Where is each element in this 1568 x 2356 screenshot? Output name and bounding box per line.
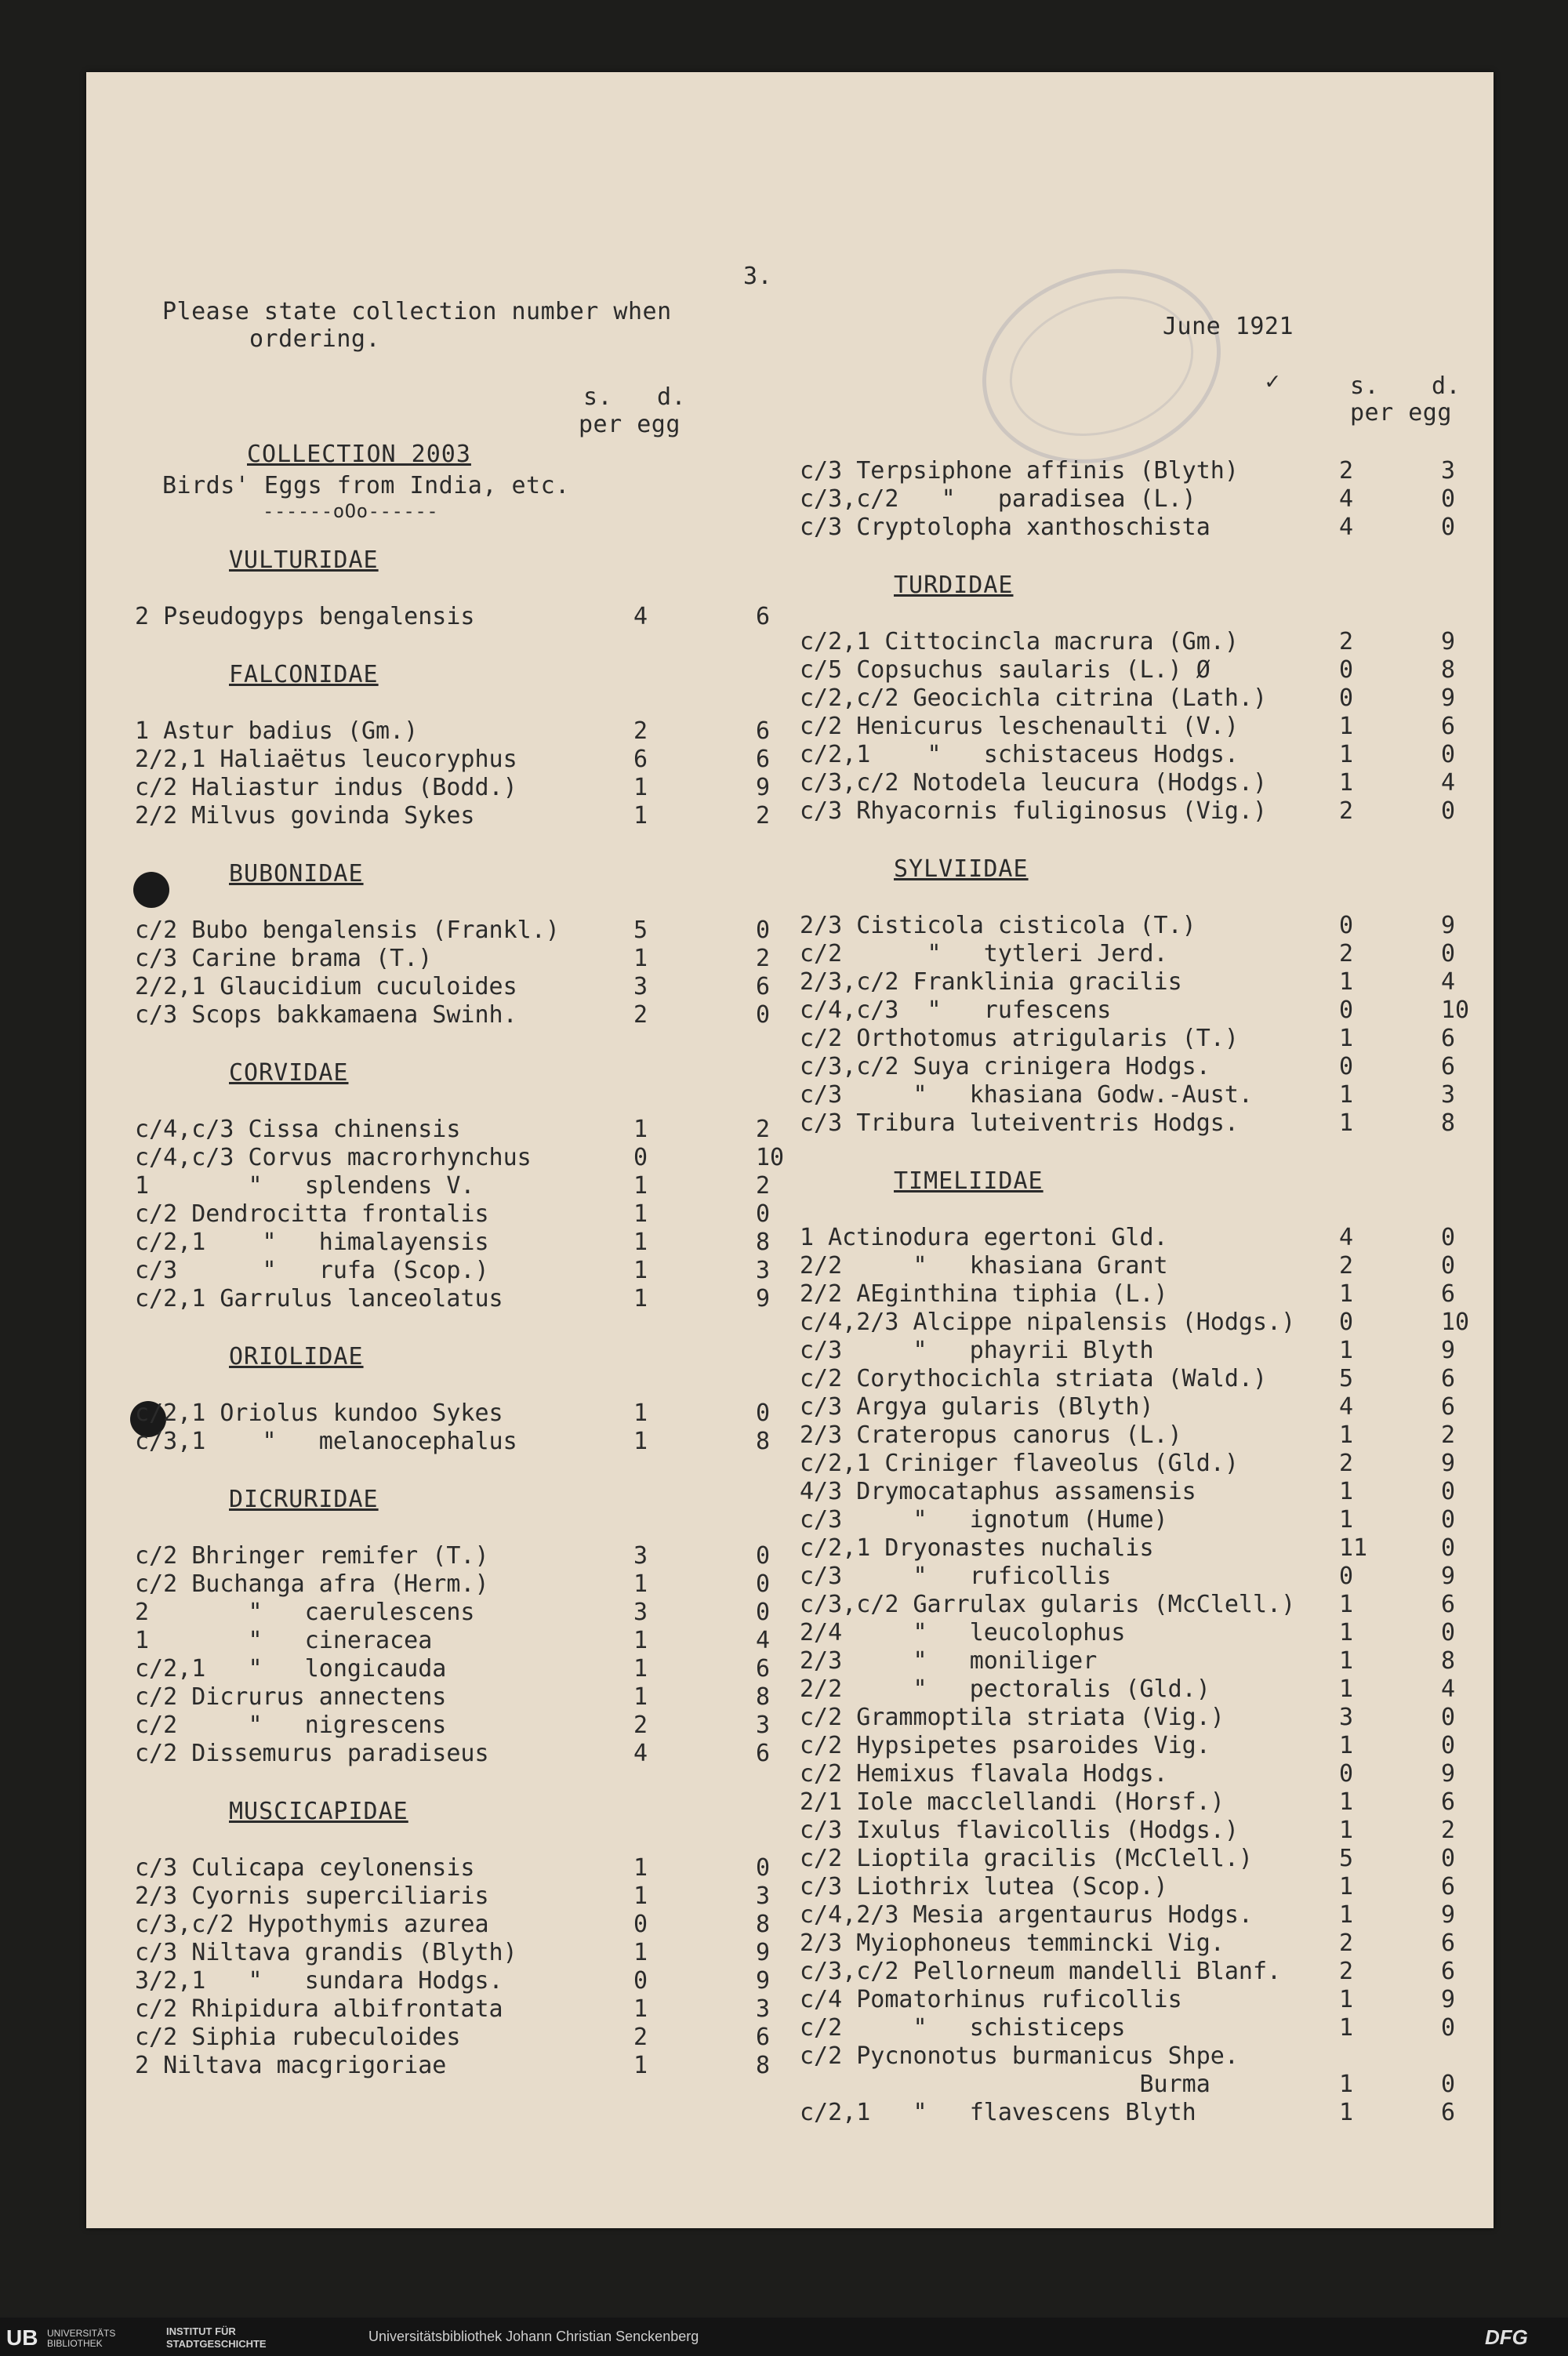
- species-name: c/4,2/3 Mesia argentaurus Hodgs.: [800, 1901, 1253, 1929]
- punch-hole: [133, 872, 169, 908]
- species-name: c/3,1 " melanocephalus: [135, 1428, 517, 1455]
- price-shillings: 1: [1339, 1591, 1354, 1618]
- price-pence: 0: [1441, 1252, 1456, 1280]
- species-name: c/2 Hypsipetes psaroides Vig.: [800, 1732, 1210, 1759]
- species-name: 1 " cineracea: [135, 1627, 433, 1654]
- price-pence: 6: [1441, 1591, 1456, 1618]
- species-name: c/3 Tribura luteiventris Hodgs.: [800, 1109, 1239, 1137]
- price-shillings: 1: [1339, 1506, 1354, 1534]
- species-name: c/3 Niltava grandis (Blyth): [135, 1939, 517, 1966]
- species-name: c/2 " tytleri Jerd.: [800, 940, 1168, 967]
- species-name: 2/1 Iole macclellandi (Horsf.): [800, 1788, 1225, 1816]
- price-shillings: 0: [633, 1144, 648, 1171]
- price-shillings: 1: [633, 1116, 648, 1143]
- catalogue-date: June 1921: [1163, 313, 1294, 340]
- price-shillings: 1: [633, 1570, 648, 1598]
- price-pence: 6: [1441, 2099, 1456, 2126]
- price-pence: 3: [756, 1257, 771, 1284]
- left-price-header-per-egg: per egg: [579, 411, 681, 438]
- price-pence: 6: [1441, 1929, 1456, 1957]
- footer-bar: [0, 2318, 1568, 2356]
- price-shillings: 2: [1339, 1958, 1354, 1985]
- species-name: c/2 Lioptila gracilis (McClell.): [800, 1845, 1253, 1872]
- species-name: c/3 " phayrii Blyth: [800, 1337, 1154, 1364]
- price-shillings: 1: [1339, 1619, 1354, 1646]
- price-pence: 0: [1441, 1619, 1456, 1646]
- section-heading: DICRURIDAE: [229, 1486, 379, 1513]
- species-name: c/3,c/2 Hypothymis azurea: [135, 1911, 489, 1938]
- price-pence: 2: [1441, 1817, 1456, 1844]
- price-shillings: 1: [1339, 1817, 1354, 1844]
- section-heading: TIMELIIDAE: [894, 1167, 1044, 1195]
- section-heading: TURDIDAE: [894, 572, 1014, 599]
- price-shillings: 2: [633, 2024, 648, 2051]
- species-name: 1 Actinodura egertoni Gld.: [800, 1224, 1168, 1251]
- price-shillings: 0: [1339, 1563, 1354, 1590]
- price-pence: 3: [1441, 457, 1456, 485]
- section-heading: VULTURIDAE: [229, 546, 379, 574]
- price-shillings: 1: [1339, 741, 1354, 768]
- species-name: 2/2 " khasiana Grant: [800, 1252, 1168, 1280]
- species-name: 2/3 Cisticola cisticola (T.): [800, 912, 1196, 939]
- section-heading: MUSCICAPIDAE: [229, 1798, 408, 1825]
- price-pence: 9: [756, 1285, 771, 1312]
- price-pence: 8: [756, 1911, 771, 1938]
- species-name: c/2,1 " himalayensis: [135, 1229, 489, 1256]
- species-name: c/3 " khasiana Godw.-Aust.: [800, 1081, 1253, 1109]
- left-price-header-s: s.: [583, 383, 613, 411]
- price-pence: 9: [1441, 1760, 1456, 1788]
- price-shillings: 1: [633, 1882, 648, 1910]
- species-name: c/2 Dicrurus annectens: [135, 1683, 447, 1711]
- price-pence: 9: [756, 1939, 771, 1966]
- price-shillings: 2: [633, 1001, 648, 1029]
- price-shillings: 4: [1339, 514, 1354, 541]
- price-pence: 8: [1441, 1647, 1456, 1675]
- price-pence: 0: [756, 917, 771, 944]
- species-name: c/2 Rhipidura albifrontata: [135, 1995, 503, 2023]
- price-pence: 9: [1441, 628, 1456, 655]
- price-shillings: 0: [633, 1911, 648, 1938]
- species-name: c/2 Siphia rubeculoides: [135, 2024, 461, 2051]
- price-pence: 9: [1441, 1563, 1456, 1590]
- price-shillings: 2: [1339, 940, 1354, 967]
- price-pence: 0: [1441, 514, 1456, 541]
- price-pence: 6: [1441, 1280, 1456, 1308]
- price-pence: 6: [1441, 1788, 1456, 1816]
- price-pence: 6: [756, 1655, 771, 1683]
- species-name: c/3,c/2 Notodela leucura (Hodgs.): [800, 769, 1268, 797]
- species-name: c/3 Culicapa ceylonensis: [135, 1854, 475, 1882]
- faded-stamp: [957, 239, 1247, 493]
- price-pence: 3: [756, 1995, 771, 2023]
- price-shillings: 5: [633, 917, 648, 944]
- species-name: c/2 Dissemurus paradiseus: [135, 1740, 489, 1767]
- price-shillings: 4: [1339, 1393, 1354, 1421]
- species-name: c/2 Haliastur indus (Bodd.): [135, 774, 517, 801]
- price-pence: 0: [1441, 1506, 1456, 1534]
- price-pence: 2: [756, 1116, 771, 1143]
- species-name: 2 Niltava macgrigoriae: [135, 2052, 447, 2079]
- species-name: c/3 Ixulus flavicollis (Hodgs.): [800, 1817, 1239, 1844]
- species-name: c/3 Terpsiphone affinis (Blyth): [800, 457, 1239, 485]
- price-shillings: 1: [1339, 2071, 1354, 2098]
- price-pence: 9: [756, 1967, 771, 1995]
- species-name: 2/2 " pectoralis (Gld.): [800, 1675, 1210, 1703]
- species-name: 2/2,1 Haliaëtus leucoryphus: [135, 746, 517, 773]
- collection-subtitle: Birds' Eggs from India, etc.: [162, 472, 570, 499]
- price-pence: 6: [1441, 1053, 1456, 1080]
- right-price-header-d: d.: [1432, 372, 1461, 400]
- price-shillings: 2: [1339, 457, 1354, 485]
- price-pence: 0: [1441, 1534, 1456, 1562]
- price-pence: 8: [756, 1428, 771, 1455]
- price-shillings: 1: [1339, 2014, 1354, 2042]
- species-name: c/2,1 Oriolus kundoo Sykes: [135, 1399, 503, 1427]
- price-shillings: 4: [1339, 1224, 1354, 1251]
- price-shillings: 3: [633, 1542, 648, 1570]
- price-shillings: 0: [1339, 1309, 1354, 1336]
- price-pence: 6: [756, 603, 771, 630]
- species-name: c/3 Carine brama (T.): [135, 945, 433, 972]
- check-mark: ✓: [1265, 368, 1280, 395]
- species-name: c/3 Rhyacornis fuliginosus (Vig.): [800, 797, 1268, 825]
- price-pence: 6: [756, 717, 771, 745]
- price-pence: 8: [1441, 1109, 1456, 1137]
- species-name: c/2,1 Cittocincla macrura (Gm.): [800, 628, 1239, 655]
- species-name: c/2 Hemixus flavala Hodgs.: [800, 1760, 1168, 1788]
- price-pence: 0: [1441, 797, 1456, 825]
- price-shillings: 1: [1339, 1675, 1354, 1703]
- price-shillings: 0: [1339, 1053, 1354, 1080]
- species-name: 2/3 Myiophoneus temmincki Vig.: [800, 1929, 1225, 1957]
- price-pence: 2: [756, 1172, 771, 1200]
- price-pence: 0: [1441, 485, 1456, 513]
- species-name: c/4,c/3 " rufescens: [800, 996, 1112, 1024]
- price-shillings: 1: [633, 1428, 648, 1455]
- price-shillings: 1: [633, 802, 648, 830]
- price-shillings: 1: [1339, 1647, 1354, 1675]
- price-shillings: 2: [1339, 1450, 1354, 1477]
- ub-logo: UB: [6, 2325, 38, 2350]
- species-name: c/2,1 " flavescens Blyth: [800, 2099, 1196, 2126]
- price-pence: 9: [1441, 1450, 1456, 1477]
- price-pence: 9: [1441, 1901, 1456, 1929]
- price-shillings: 1: [633, 945, 648, 972]
- price-pence: 0: [756, 1854, 771, 1882]
- price-shillings: 1: [1339, 713, 1354, 740]
- species-name: c/3,c/2 Garrulax gularis (McClell.): [800, 1591, 1296, 1618]
- price-pence: 10: [756, 1144, 785, 1171]
- species-name: c/4,c/3 Corvus macrorhynchus: [135, 1144, 532, 1171]
- price-shillings: 1: [633, 1854, 648, 1882]
- price-shillings: 1: [1339, 968, 1354, 996]
- price-shillings: 1: [1339, 1478, 1354, 1505]
- right-price-header-s: s.: [1350, 372, 1380, 400]
- price-shillings: 1: [1339, 1732, 1354, 1759]
- section-heading: SYLVIIDAE: [894, 855, 1029, 883]
- species-name: c/3,c/2 " paradisea (L.): [800, 485, 1196, 513]
- price-pence: 0: [1441, 741, 1456, 768]
- species-name: c/3 Cryptolopha xanthoschista: [800, 514, 1210, 541]
- right-price-header-per-egg: per egg: [1350, 399, 1452, 427]
- price-pence: 9: [1441, 1986, 1456, 2013]
- species-name: c/3 " ruficollis: [800, 1563, 1112, 1590]
- species-name: c/2 Bubo bengalensis (Frankl.): [135, 917, 560, 944]
- species-name: c/2 Corythocichla striata (Wald.): [800, 1365, 1268, 1392]
- price-shillings: 1: [633, 1172, 648, 1200]
- price-pence: 6: [756, 973, 771, 1000]
- price-shillings: 1: [1339, 1081, 1354, 1109]
- price-pence: 2: [756, 802, 771, 830]
- price-shillings: 1: [1339, 1025, 1354, 1052]
- dfg-logo: DFG: [1485, 2325, 1528, 2349]
- species-name: 3/2,1 " sundara Hodgs.: [135, 1967, 503, 1995]
- species-name: c/3,c/2 Suya crinigera Hodgs.: [800, 1053, 1210, 1080]
- species-name: 2/3,c/2 Franklinia gracilis: [800, 968, 1182, 996]
- price-shillings: 1: [633, 1285, 648, 1312]
- price-pence: 0: [756, 1001, 771, 1029]
- species-name: 2 " caerulescens: [135, 1599, 475, 1626]
- price-shillings: 1: [633, 1939, 648, 1966]
- price-pence: 6: [1441, 1025, 1456, 1052]
- species-name: 2/3 " moniliger: [800, 1647, 1098, 1675]
- species-name: c/2 " schisticeps: [800, 2014, 1126, 2042]
- price-pence: 0: [1441, 1704, 1456, 1731]
- price-pence: 6: [756, 2024, 771, 2051]
- species-name: c/4 Pomatorhinus ruficollis: [800, 1986, 1182, 2013]
- price-pence: 9: [756, 774, 771, 801]
- price-pence: 6: [756, 746, 771, 773]
- price-shillings: 1: [633, 774, 648, 801]
- price-pence: 4: [1441, 1675, 1456, 1703]
- species-name: c/2,1 " schistaceus Hodgs.: [800, 741, 1239, 768]
- species-name: c/3 " ignotum (Hume): [800, 1506, 1168, 1534]
- price-pence: 8: [756, 1683, 771, 1711]
- species-name: 2/2 Milvus govinda Sykes: [135, 802, 475, 830]
- price-pence: 6: [1441, 1393, 1456, 1421]
- price-pence: 9: [1441, 1337, 1456, 1364]
- price-shillings: 3: [633, 1599, 648, 1626]
- price-pence: 3: [756, 1882, 771, 1910]
- price-pence: 0: [756, 1200, 771, 1228]
- species-name: 2 Pseudogyps bengalensis: [135, 603, 475, 630]
- price-shillings: 6: [633, 746, 648, 773]
- price-shillings: 3: [1339, 1704, 1354, 1731]
- price-shillings: 1: [1339, 1986, 1354, 2013]
- species-name: c/4,c/3 Cissa chinensis: [135, 1116, 461, 1143]
- price-shillings: 2: [633, 1712, 648, 1739]
- species-name: c/5 Copsuchus saularis (L.) Ø: [800, 656, 1210, 684]
- price-pence: 0: [1441, 940, 1456, 967]
- species-name: 4/3 Drymocataphus assamensis: [800, 1478, 1196, 1505]
- price-shillings: 1: [633, 2052, 648, 2079]
- species-name: c/2,1 Criniger flaveolus (Gld.): [800, 1450, 1239, 1477]
- price-shillings: 1: [633, 1200, 648, 1228]
- collection-ornament: ------oOo------: [263, 500, 439, 522]
- price-pence: 0: [756, 1599, 771, 1626]
- section-heading: ORIOLIDAE: [229, 1343, 364, 1370]
- price-shillings: 1: [633, 1229, 648, 1256]
- price-pence: 0: [1441, 2071, 1456, 2098]
- price-pence: 9: [1441, 912, 1456, 939]
- price-shillings: 1: [1339, 1421, 1354, 1449]
- species-name: c/2 " nigrescens: [135, 1712, 447, 1739]
- species-name: 2/3 Crateropus canorus (L.): [800, 1421, 1182, 1449]
- page-number: 3.: [743, 263, 773, 290]
- price-pence: 9: [1441, 684, 1456, 712]
- species-name: 1 " splendens V.: [135, 1172, 475, 1200]
- species-name: 2/3 Cyornis superciliaris: [135, 1882, 489, 1910]
- price-pence: 0: [756, 1570, 771, 1598]
- price-shillings: 0: [1339, 656, 1354, 684]
- price-pence: 0: [1441, 1732, 1456, 1759]
- species-name: 2/2,1 Glaucidium cuculoides: [135, 973, 517, 1000]
- price-pence: 6: [1441, 1365, 1456, 1392]
- price-shillings: 4: [633, 603, 648, 630]
- price-shillings: 0: [1339, 912, 1354, 939]
- price-pence: 0: [1441, 1845, 1456, 1872]
- price-pence: 4: [1441, 968, 1456, 996]
- collection-title: COLLECTION 2003: [247, 441, 471, 468]
- price-shillings: 1: [1339, 769, 1354, 797]
- library-name: Universitätsbibliothek Johann Christian Senckenberg: [368, 2329, 699, 2344]
- species-name: c/2,1 " longicauda: [135, 1655, 447, 1683]
- price-pence: 6: [756, 1740, 771, 1767]
- species-name: c/3 Argya gularis (Blyth): [800, 1393, 1154, 1421]
- institut-line-1: INSTITUT FÜR: [166, 2325, 236, 2337]
- species-name: c/2 Grammoptila striata (Vig.): [800, 1704, 1225, 1731]
- price-shillings: 1: [1339, 1873, 1354, 1900]
- species-name: c/2 Bhringer remifer (T.): [135, 1542, 489, 1570]
- price-shillings: 1: [1339, 1901, 1354, 1929]
- institut-line-2: STADTGESCHICHTE: [166, 2338, 267, 2350]
- price-shillings: 1: [633, 1655, 648, 1683]
- price-pence: 6: [1441, 713, 1456, 740]
- price-pence: 2: [1441, 1421, 1456, 1449]
- price-shillings: 4: [633, 1740, 648, 1767]
- price-shillings: 0: [1339, 1760, 1354, 1788]
- section-heading: CORVIDAE: [229, 1059, 349, 1087]
- price-pence: 0: [756, 1542, 771, 1570]
- species-name: c/2 Orthotomus atrigularis (T.): [800, 1025, 1239, 1052]
- species-name: c/3 Liothrix lutea (Scop.): [800, 1873, 1168, 1900]
- price-pence: 6: [1441, 1873, 1456, 1900]
- price-shillings: 1: [1339, 1337, 1354, 1364]
- price-pence: 10: [1441, 996, 1470, 1024]
- price-pence: 0: [1441, 1478, 1456, 1505]
- species-name: c/3,c/2 Pellorneum mandelli Blanf.: [800, 1958, 1282, 1985]
- price-shillings: 2: [1339, 1252, 1354, 1280]
- price-shillings: 0: [633, 1967, 648, 1995]
- section-heading: FALCONIDAE: [229, 661, 379, 688]
- price-shillings: 2: [1339, 628, 1354, 655]
- price-shillings: 1: [633, 1683, 648, 1711]
- price-pence: 4: [756, 1627, 771, 1654]
- price-shillings: 0: [1339, 996, 1354, 1024]
- price-pence: 8: [756, 1229, 771, 1256]
- price-shillings: 0: [1339, 684, 1354, 712]
- species-name: c/2 Pycnonotus burmanicus Shpe.: [800, 2042, 1239, 2070]
- price-pence: 10: [1441, 1309, 1470, 1336]
- instruction-line-2: ordering.: [249, 325, 381, 353]
- price-pence: 0: [1441, 1224, 1456, 1251]
- species-name: Burma: [800, 2071, 1210, 2098]
- price-pence: 0: [756, 1399, 771, 1427]
- price-pence: 3: [1441, 1081, 1456, 1109]
- species-name: c/2,1 Dryonastes nuchalis: [800, 1534, 1154, 1562]
- ub-logo-text: UNIVERSITÄTS BIBLIOTHEK: [47, 2328, 116, 2349]
- price-pence: 3: [756, 1712, 771, 1739]
- price-shillings: 2: [633, 717, 648, 745]
- species-name: c/4,2/3 Alcippe nipalensis (Hodgs.): [800, 1309, 1296, 1336]
- price-pence: 8: [1441, 656, 1456, 684]
- section-heading: BUBONIDAE: [229, 860, 364, 888]
- price-shillings: 1: [1339, 1109, 1354, 1137]
- price-shillings: 1: [633, 1257, 648, 1284]
- species-name: 2/2 AEginthina tiphia (L.): [800, 1280, 1168, 1308]
- price-shillings: 11: [1339, 1534, 1368, 1562]
- price-shillings: 1: [633, 1627, 648, 1654]
- species-name: 2/4 " leucolophus: [800, 1619, 1126, 1646]
- price-pence: 8: [756, 2052, 771, 2079]
- price-shillings: 1: [1339, 2099, 1354, 2126]
- price-shillings: 1: [633, 1399, 648, 1427]
- price-shillings: 4: [1339, 485, 1354, 513]
- price-shillings: 3: [633, 973, 648, 1000]
- price-shillings: 1: [633, 1995, 648, 2023]
- price-shillings: 2: [1339, 1929, 1354, 1957]
- species-name: c/2 Henicurus leschenaulti (V.): [800, 713, 1239, 740]
- price-shillings: 1: [1339, 1788, 1354, 1816]
- species-name: c/2,1 Garrulus lanceolatus: [135, 1285, 503, 1312]
- price-shillings: 5: [1339, 1845, 1354, 1872]
- species-name: c/3 Scops bakkamaena Swinh.: [135, 1001, 517, 1029]
- price-shillings: 5: [1339, 1365, 1354, 1392]
- species-name: 1 Astur badius (Gm.): [135, 717, 419, 745]
- species-name: c/3 " rufa (Scop.): [135, 1257, 489, 1284]
- price-pence: 2: [756, 945, 771, 972]
- species-name: c/2 Buchanga afra (Herm.): [135, 1570, 489, 1598]
- species-name: c/2 Dendrocitta frontalis: [135, 1200, 489, 1228]
- price-shillings: 1: [1339, 1280, 1354, 1308]
- instruction-line-1: Please state collection number when: [162, 298, 672, 325]
- price-pence: 4: [1441, 769, 1456, 797]
- price-pence: 0: [1441, 2014, 1456, 2042]
- left-price-header-d: d.: [657, 383, 687, 411]
- price-pence: 6: [1441, 1958, 1456, 1985]
- species-name: c/2,c/2 Geocichla citrina (Lath.): [800, 684, 1268, 712]
- price-shillings: 2: [1339, 797, 1354, 825]
